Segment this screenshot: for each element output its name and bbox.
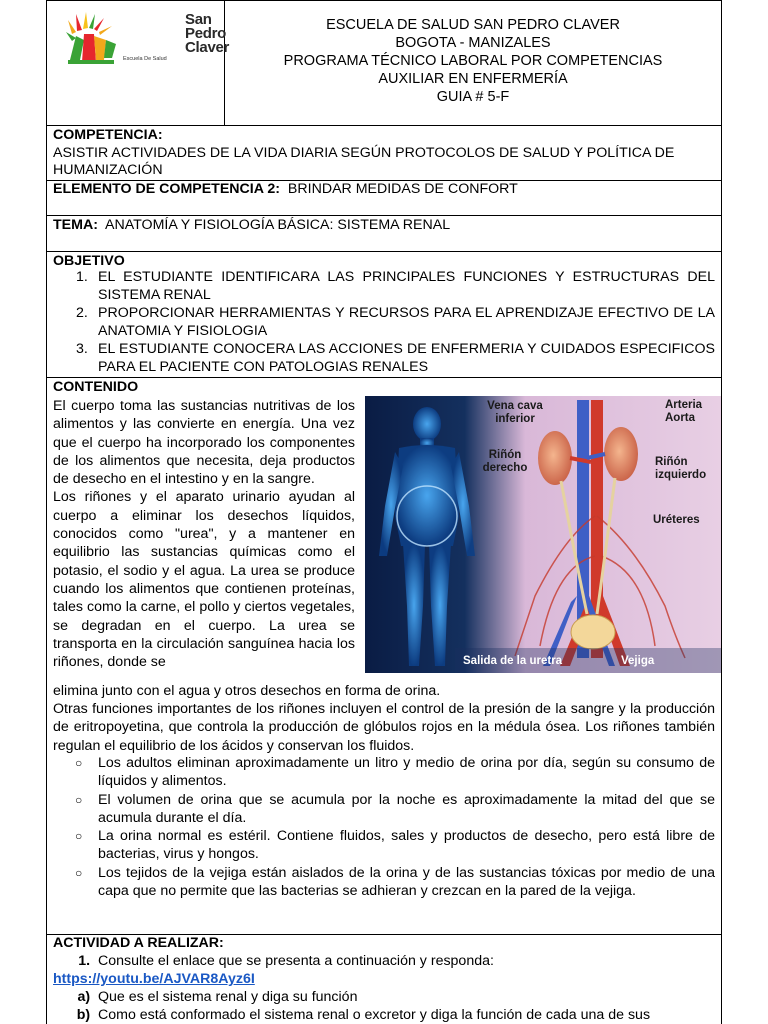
contenido-paragraph-end: elimina junto con el agua y otros desechos en forma de orina. <box>53 683 441 699</box>
question-letter-text: a) <box>77 989 91 1005</box>
header-line: GUIA # 5-F <box>436 89 510 105</box>
objetivo-label: OBJETIVO <box>53 253 125 269</box>
row-divider <box>46 377 722 378</box>
step-text: Consulte el enlace que se presenta a continuación y responda: <box>98 953 494 969</box>
elemento-text: BRINDAR MEDIDAS DE CONFORT <box>287 181 518 197</box>
objetivo-item <box>53 268 715 304</box>
label-salida-uretra: Salida de la uretra <box>463 655 563 667</box>
bullet-circle-icon: ○ <box>75 792 83 807</box>
video-link-row <box>53 970 715 988</box>
contenido-column-text <box>53 397 355 671</box>
question-a <box>53 988 715 1006</box>
objetivo-item <box>53 304 715 340</box>
objetivo-number: 1. <box>76 269 88 285</box>
bullet-circle-icon: ○ <box>75 756 83 770</box>
objetivo-text: EL ESTUDIANTE IDENTIFICARA LAS PRINCIPALES FUNCIONES Y ESTRUCTURAS DEL SISTEMA RENAL <box>98 269 715 303</box>
question-b <box>53 1006 715 1024</box>
objetivo-number: 2. <box>76 305 88 321</box>
row-divider <box>46 251 722 252</box>
label-arteria-aorta: Arteria Aorta <box>665 399 703 424</box>
objetivo-item <box>53 340 715 376</box>
competencia-text: ASISTIR ACTIVIDADES DE LA VIDA DIARIA SEGÚN PROTOCOLOS DE SALUD Y POLÍTICA DE HUMANIZACIÓN <box>53 144 675 178</box>
header-line: AUXILIAR EN ENFERMERÍA <box>378 71 568 87</box>
video-link[interactable]: https://youtu.be/AJVAR8Ayz6I <box>53 971 255 987</box>
objetivo-list <box>53 268 715 376</box>
question-text: Que es el sistema renal y diga su función <box>98 989 358 1005</box>
bullet-text: Los tejidos de la vejiga están aislados de la orina y de las sustancias tóxicas por medio de una capa que no permite que las bacterias se adhieran y crezcan en la pared de la vejiga. <box>98 864 715 900</box>
bullet-item <box>53 827 715 864</box>
contenido-paragraph: El cuerpo toma las sustancias nutritivas de los alimentos y las convierte en energía. Una vez que el cuerpo ha incorporado los componentes de los alimentos que necesita, deja productos de desecho en el intestino y en la sangre. <box>53 398 355 488</box>
header-line: PROGRAMA TÉCNICO LABORAL POR COMPETENCIAS <box>283 53 663 69</box>
renal-anatomy-image <box>365 396 721 673</box>
document-header <box>225 16 721 106</box>
elemento-label: ELEMENTO DE COMPETENCIA 2: <box>53 181 281 197</box>
table-border-top <box>46 0 722 1</box>
contenido-paragraph: Otras funciones importantes de los riñones incluyen el control de la presión de la sangre y la producción de eritropoyetina, que controla la producción de glóbulos rojos en la médula ósea. Los riñones también regulan el equilibrio de los ácidos y conservan los fluidos. <box>53 701 715 754</box>
bullet-circle-icon: ○ <box>75 829 83 844</box>
contenido-bullet-list <box>53 754 715 900</box>
row-divider <box>46 215 722 216</box>
elemento-section <box>53 181 717 199</box>
actividad-step <box>53 952 715 970</box>
competencia-section <box>53 127 717 180</box>
label-rinon-izquierdo: Riñón izquierdo <box>655 456 707 481</box>
tema-text: ANATOMÍA Y FISIOLOGÍA BÁSICA: SISTEMA RENAL <box>105 217 451 233</box>
objetivo-text: PROPORCIONAR HERRAMIENTAS Y RECURSOS PARA EL APRENDIZAJE EFECTIVO DE LA ANATOMIA Y FISIOLOGIA <box>98 305 715 339</box>
step-number-text: 1. <box>78 953 91 969</box>
header-line: ESCUELA DE SALUD SAN PEDRO CLAVER <box>326 17 620 33</box>
label-vena-cava: Vena cava inferior <box>487 400 543 425</box>
bullet-circle-icon: ○ <box>75 865 83 880</box>
bullet-item <box>53 864 715 901</box>
label-ureteres: Uréteres <box>653 514 700 526</box>
actividad-label: ACTIVIDAD A REALIZAR: <box>53 935 224 951</box>
logo-text-line: Pedro <box>185 25 227 42</box>
bullet-item <box>53 754 715 791</box>
question-text: Como está conformado el sistema renal o excretor y diga la función de cada una de sus <box>98 1007 651 1023</box>
contenido-paragraph: Los riñones y el aparato urinario ayudan al cuerpo a eliminar los desechos líquidos, conocidos como "urea", y a mantener en equilibrio las sustancias químicas como el potasio, el sodio y el agua. La urea se produce cuando los alimentos que contienen proteínas, tales como la carne, el pollo y ciertos vegetales, se degradan en el cuerpo. La urea se transporta en la circulación sanguínea hacia los riñones, donde se <box>53 489 355 671</box>
question-letter <box>53 988 98 1006</box>
logo-subtitle: Escuela De Salud <box>123 56 167 62</box>
label-vejiga: Vejiga <box>621 655 655 667</box>
renal-system-illustration <box>365 396 721 673</box>
header-line: BOGOTA - MANIZALES <box>395 35 551 51</box>
bullet-text: La orina normal es estéril. Contiene fluidos, sales y productos de desecho, pero está libre de bacterias, virus y hongos. <box>98 828 715 863</box>
bullet-text: El volumen de orina que se acumula por la noche es aproximadamente la mitad del que se acumula durante el día. <box>98 791 715 826</box>
contenido-label: CONTENIDO <box>53 379 139 395</box>
logo-text-line: Claver <box>185 39 230 56</box>
step-number <box>53 952 98 970</box>
objetivo-text: EL ESTUDIANTE CONOCERA LAS ACCIONES DE ENFERMERIA Y CUIDADOS ESPECIFICOS PARA EL PACIENTE CON PATOLOGIAS RENALES <box>98 341 715 375</box>
competencia-label: COMPETENCIA: <box>53 127 163 143</box>
logo-text-line: San <box>185 11 212 28</box>
tema-label: TEMA: <box>53 217 98 233</box>
row-divider <box>46 125 722 126</box>
question-letter <box>53 1006 98 1024</box>
bullet-item <box>53 791 715 828</box>
objetivo-number: 3. <box>76 341 88 357</box>
question-letter-text: b) <box>76 1007 91 1023</box>
bullet-text: Los adultos eliminan aproximadamente un litro y medio de orina por día, según su consumo de líquidos y alimentos. <box>98 755 715 790</box>
tema-section <box>53 217 717 235</box>
label-rinon-derecho: Riñón derecho <box>482 449 528 474</box>
